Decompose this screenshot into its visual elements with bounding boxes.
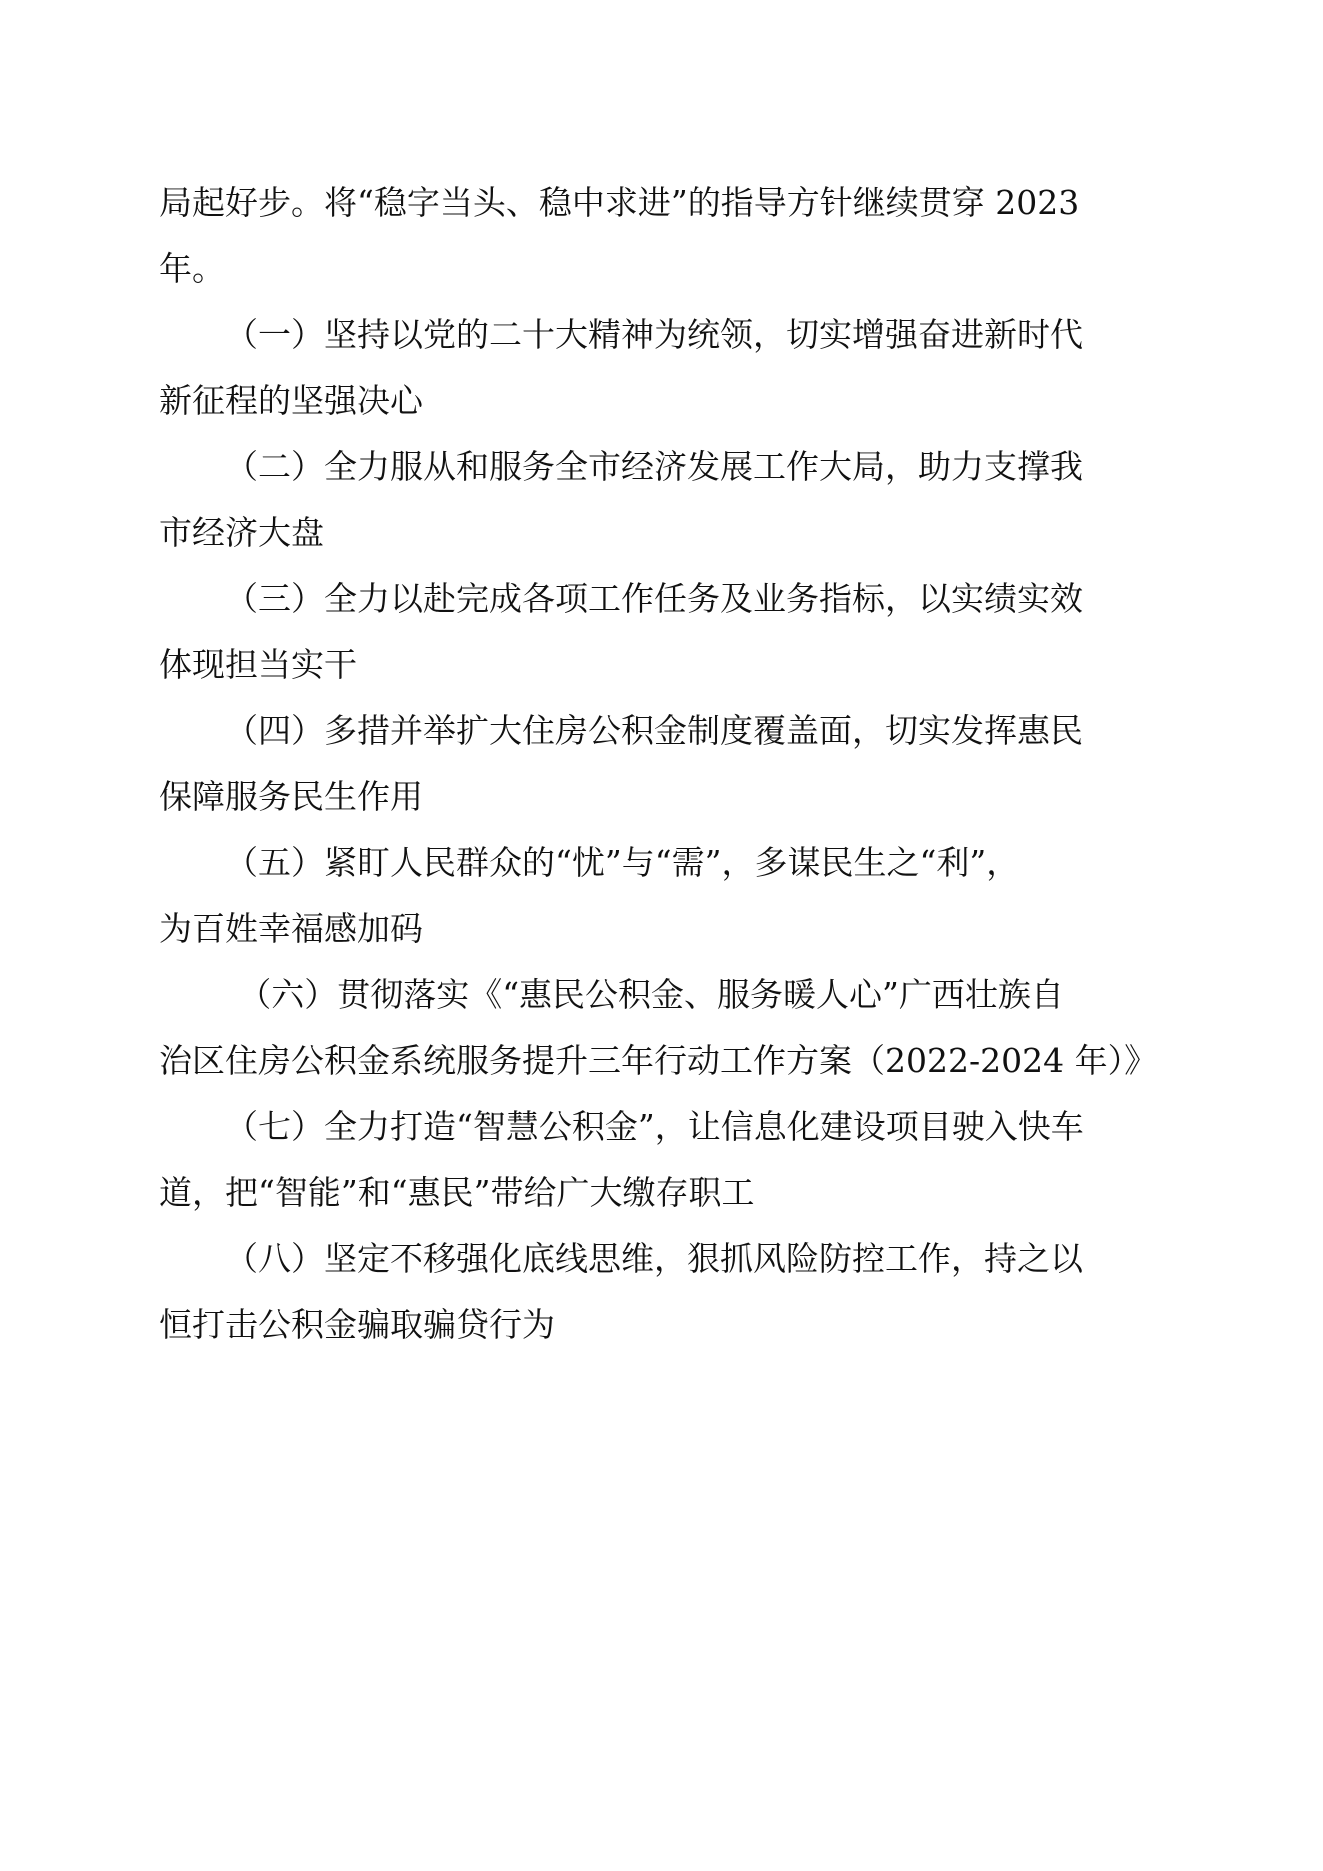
list-item-3 <box>159 566 1169 698</box>
text-line: （一）坚持以党的二十大精神为统领，切实增强奋进新时代 <box>225 315 1083 354</box>
text-line: （八）坚定不移强化底线思维，狠抓风险防控工作，持之以 <box>225 1239 1083 1278</box>
text-line: （七）全力打造“智慧公积金”，让信息化建设项目驶入快车 <box>225 1107 1084 1146</box>
list-item-4 <box>159 698 1169 830</box>
text-line: 局起好步。将“稳字当头、稳中求进”的指导方针继续贯穿 2023 <box>159 183 1080 222</box>
text-line: （三）全力以赴完成各项工作任务及业务指标，以实绩实效 <box>225 579 1083 618</box>
list-item-5 <box>159 830 1169 962</box>
document-body <box>159 170 1169 1358</box>
text-line: 为百姓幸福感加码 <box>159 909 423 948</box>
text-line: 新征程的坚强决心 <box>159 381 423 420</box>
text-line: 保障服务民生作用 <box>159 777 423 816</box>
text-line: 年。 <box>159 249 225 288</box>
text-line: 治区住房公积金系统服务提升三年行动工作方案（2022-2024 年）》 <box>159 1041 1158 1080</box>
text-line: 恒打击公积金骗取骗贷行为 <box>159 1305 555 1344</box>
list-item-1 <box>159 302 1169 434</box>
list-item-8 <box>159 1226 1169 1358</box>
list-item-2 <box>159 434 1169 566</box>
text-line: 道，把“智能”和“惠民”带给广大缴存职工 <box>159 1173 755 1212</box>
paragraph-continuation <box>159 170 1169 302</box>
text-line: （六）贯彻落实《“惠民公积金、服务暖人心”广西壮族自 <box>238 975 1064 1014</box>
text-line: （五）紧盯人民群众的“忧”与“需”，多谋民生之“利”， <box>225 843 1020 882</box>
text-line: （四）多措并举扩大住房公积金制度覆盖面，切实发挥惠民 <box>225 711 1083 750</box>
text-line: （二）全力服从和服务全市经济发展工作大局，助力支撑我 <box>225 447 1083 486</box>
list-item-7 <box>159 1094 1169 1226</box>
text-line: 市经济大盘 <box>159 513 324 552</box>
text-line: 体现担当实干 <box>159 645 357 684</box>
list-item-6 <box>159 962 1169 1094</box>
